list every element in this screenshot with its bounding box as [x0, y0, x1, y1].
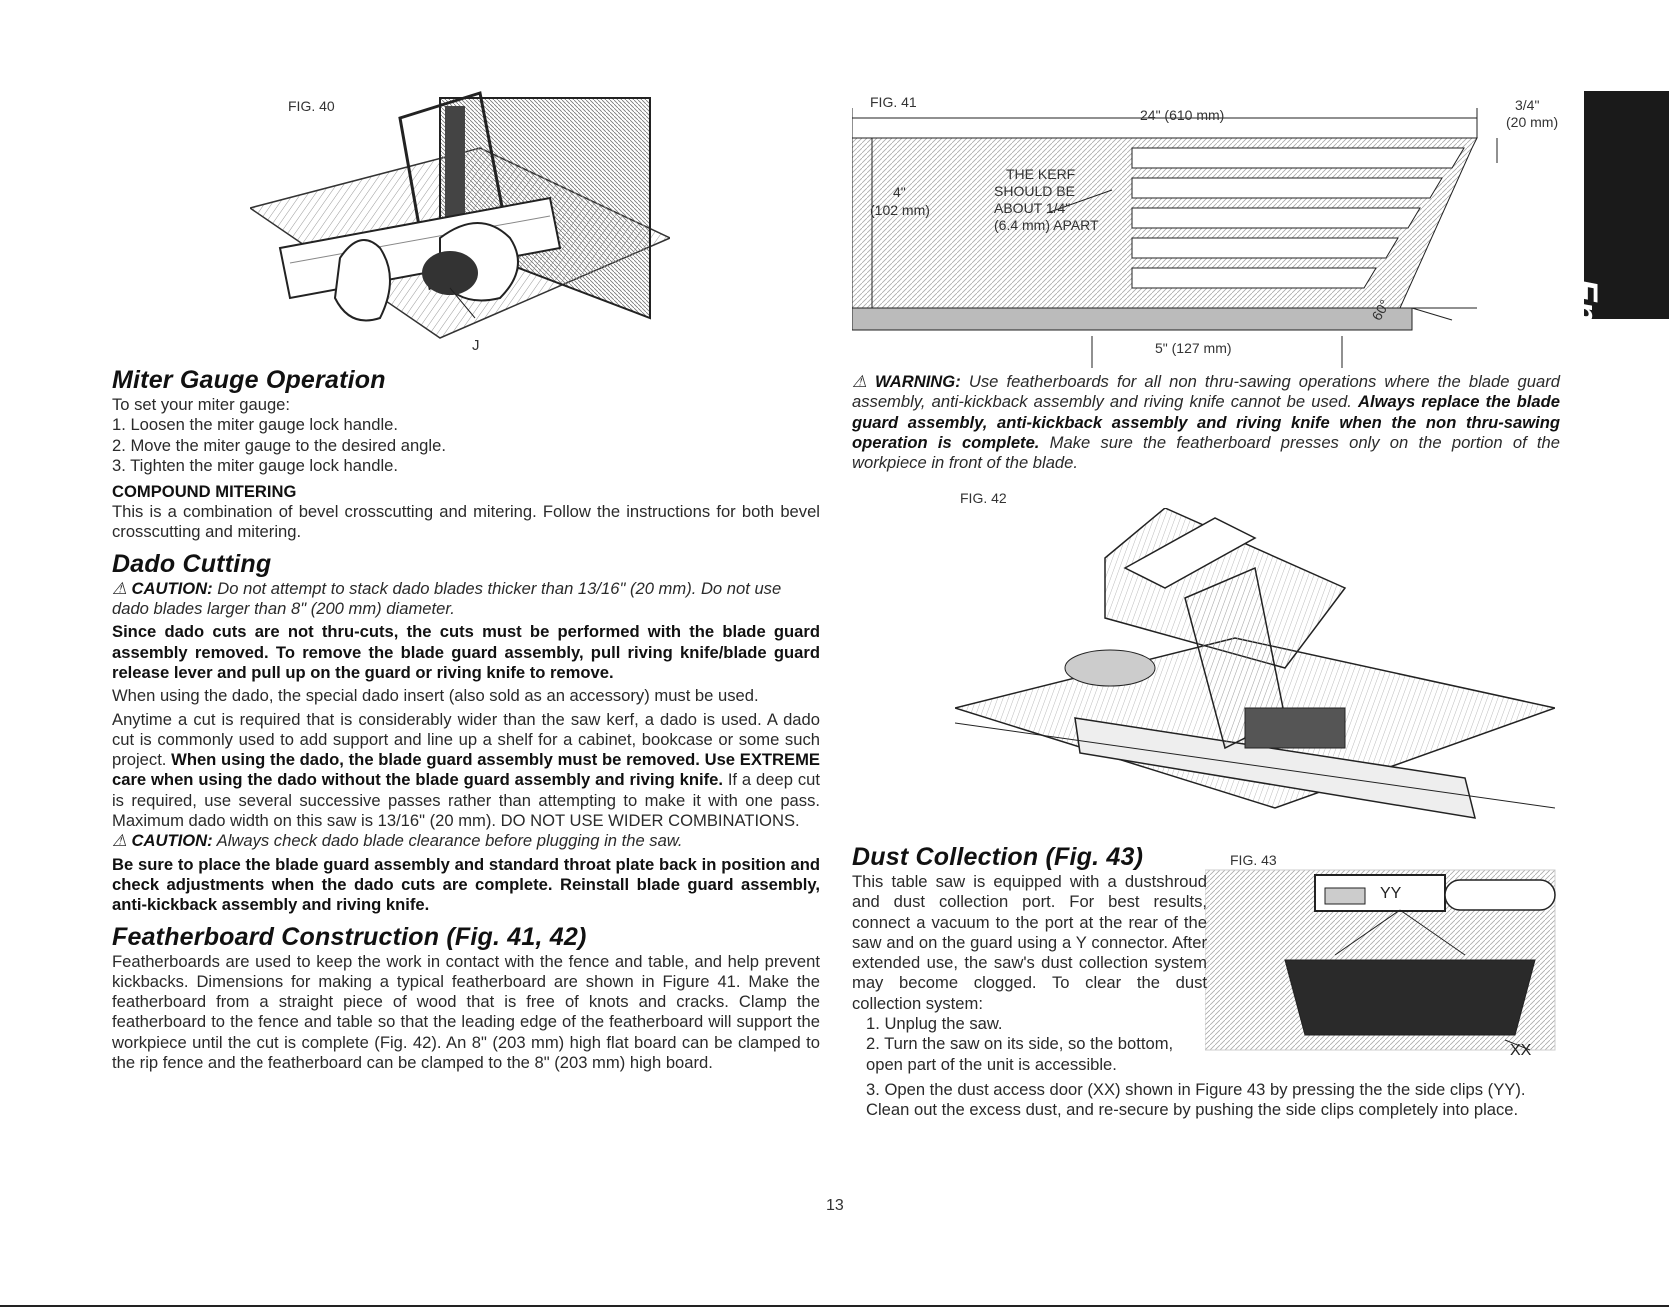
kerf-line-4: (6.4 mm) APART: [994, 217, 1099, 233]
caution-label: CAUTION:: [131, 831, 213, 851]
dust-intro: This table saw is equipped with a dustshroud and dust collection port. For best results, connect a vacuum to the port at the rear of the saw and on the guard using a Y connector. After extended use, the saw's dust collection system may become clogged. To clear the dust collection system:: [852, 872, 1207, 1013]
fig41-height-mm: (102 mm): [870, 202, 930, 218]
warning-text-1: Use featherboards for all non thru-sawing operations where the blade guard assembly, anti-kickback assembly and riving knife cannot be used.: [852, 372, 1560, 412]
fig41-length: 5" (127 mm): [1155, 340, 1232, 356]
fig41-width: 24" (610 mm): [1140, 107, 1225, 123]
fig41-height-in: 4": [893, 184, 906, 200]
fig40-label: FIG. 40: [288, 98, 335, 114]
fig41-kerf-note: [994, 166, 1099, 234]
caution-text: Always check dado blade clearance before plugging in the saw.: [216, 831, 683, 851]
kerf-line-2: SHOULD BE: [994, 183, 1075, 199]
warning-paragraph: [852, 372, 1560, 473]
bottom-rule: [0, 1305, 1669, 1307]
page-number: 13: [826, 1197, 844, 1214]
warning-text-2: Make sure the featherboard presses only on the portion of the workpiece in front of the blade.: [852, 432, 1560, 473]
dado-p2: [112, 710, 820, 832]
compound-title: COMPOUND MITERING: [112, 482, 297, 502]
dado-bold-1: Since dado cuts are not thru-cuts, the cuts must be performed with the blade guard assembly removed. To remove the blade guard assembly, pull riving knife/blade guard release lever and pull up on the guard or riving knife to remove.: [112, 622, 820, 682]
language-tab-label: English: [1566, 279, 1604, 402]
warning-label: WARNING:: [875, 372, 961, 391]
caution-label: CAUTION:: [131, 578, 213, 598]
miter-step-2: 2. Move the miter gauge to the desired angle.: [112, 435, 446, 455]
fig40-callout-j: J: [472, 337, 480, 354]
left-column: [112, 365, 820, 1073]
miter-intro: To set your miter gauge:: [112, 395, 291, 414]
warning-triangle-icon: ⚠: [112, 831, 127, 851]
warning-triangle-icon: ⚠: [852, 372, 867, 391]
kerf-line-3: ABOUT 1/4": [994, 200, 1071, 216]
fig40-illustration: [250, 88, 670, 358]
warning-bold: Always replace the blade guard assembly, anti-kickback assembly and riving knife when the non thru-sawing operation is complete.: [852, 392, 1560, 452]
dust-block: [852, 842, 1207, 1075]
fig41-thickness-mm: (20 mm): [1506, 114, 1559, 130]
dust-title: Dust Collection (Fig. 43): [852, 843, 1144, 871]
compound-text: This is a combination of bevel crosscutting and mitering. Follow the instructions for both bevel crosscutting and mitering.: [112, 502, 820, 542]
dado-p2-c: If a deep cut is required, use several successive passes rather than attempting to make it with one pass. Maximum dado width on this saw is 13/16" (20 mm). DO NOT USE WIDER COMBINATIONS.: [112, 770, 820, 831]
fig41-diagram: [852, 108, 1592, 368]
fig41-label: FIG. 41: [870, 94, 917, 110]
warning-block: [852, 372, 1560, 473]
dust-step-2: 2. Turn the saw on its side, so the bottom, open part of the unit is accessible.: [866, 1034, 1174, 1074]
dado-bold-2: Be sure to place the blade guard assembly and standard throat plate back in position and check adjustments when the dado cuts are complete. Reinstall blade guard assembly, anti-kickback assembly and riving knife.: [112, 854, 820, 915]
miter-title: Miter Gauge Operation: [112, 366, 386, 394]
fig42-illustration: [955, 508, 1555, 843]
fig41-angle: 60°: [1368, 296, 1393, 324]
caution-text: Do not attempt to stack dado blades thicker than 13/16" (20 mm). Do not use dado blades larger than 8" (200 mm) diameter.: [112, 578, 782, 619]
dado-title: Dado Cutting: [112, 549, 272, 578]
dado-p1: When using the dado, the special dado insert (also sold as an accessory) must be used.: [112, 686, 759, 706]
dado-caution-1: [112, 579, 820, 620]
dado-caution-2: [112, 831, 820, 851]
dado-p2-a: Anytime a cut is required that is considerably wider than the saw kerf, a dado is used. A dado cut is commonly used to add support and line up a shelf for a cabinet, bookcase or some such project.: [112, 709, 820, 770]
fig41-thickness-in: 3/4": [1515, 97, 1540, 113]
dust-step-3: 3. Open the dust access door (XX) shown in Figure 43 by pressing the the side clips (YY). Clean out the excess dust, and re-secure by pushing the side clips completely into place.: [866, 1080, 1526, 1120]
dust-step-1: 1. Unplug the saw.: [866, 1014, 1003, 1034]
dado-p2-b: When using the dado, the blade guard assembly must be removed. Use EXTREME care when using the dado without the blade guard assembly and riving knife.: [112, 750, 820, 790]
kerf-line-1: THE KERF: [1006, 166, 1076, 182]
warning-triangle-icon: ⚠: [112, 578, 127, 598]
featherboard-text: Featherboards are used to keep the work in contact with the fence and table, and help prevent kickbacks. Dimensions for making a typical featherboard are shown in Figure 41. Make the featherboard from a straight piece of wood that is free of knots and cracks. Clamp the featherboard to the fence and table so that the leading edge of the featherboard will support the workpiece until the cut is complete (Fig. 42). An 8" (203 mm) high flat board can be clamped to the rip fence and the featherboard can be clamped to the 8" (203 mm) high board.: [112, 951, 820, 1073]
fig43-illustration: [1205, 850, 1560, 1062]
fig43-label: FIG. 43: [1230, 852, 1277, 868]
language-tab: [1566, 91, 1669, 402]
featherboard-title: Featherboard Construction (Fig. 41, 42): [112, 922, 587, 951]
fig43-callout-yy: YY: [1380, 885, 1402, 902]
fig43-callout-xx: XX: [1510, 1042, 1532, 1059]
miter-step-3: 3. Tighten the miter gauge lock handle.: [112, 455, 398, 475]
dust-step-3-block: [866, 1080, 1560, 1121]
miter-step-1: 1. Loosen the miter gauge lock handle.: [112, 415, 398, 435]
fig42-label: FIG. 42: [960, 490, 1007, 506]
